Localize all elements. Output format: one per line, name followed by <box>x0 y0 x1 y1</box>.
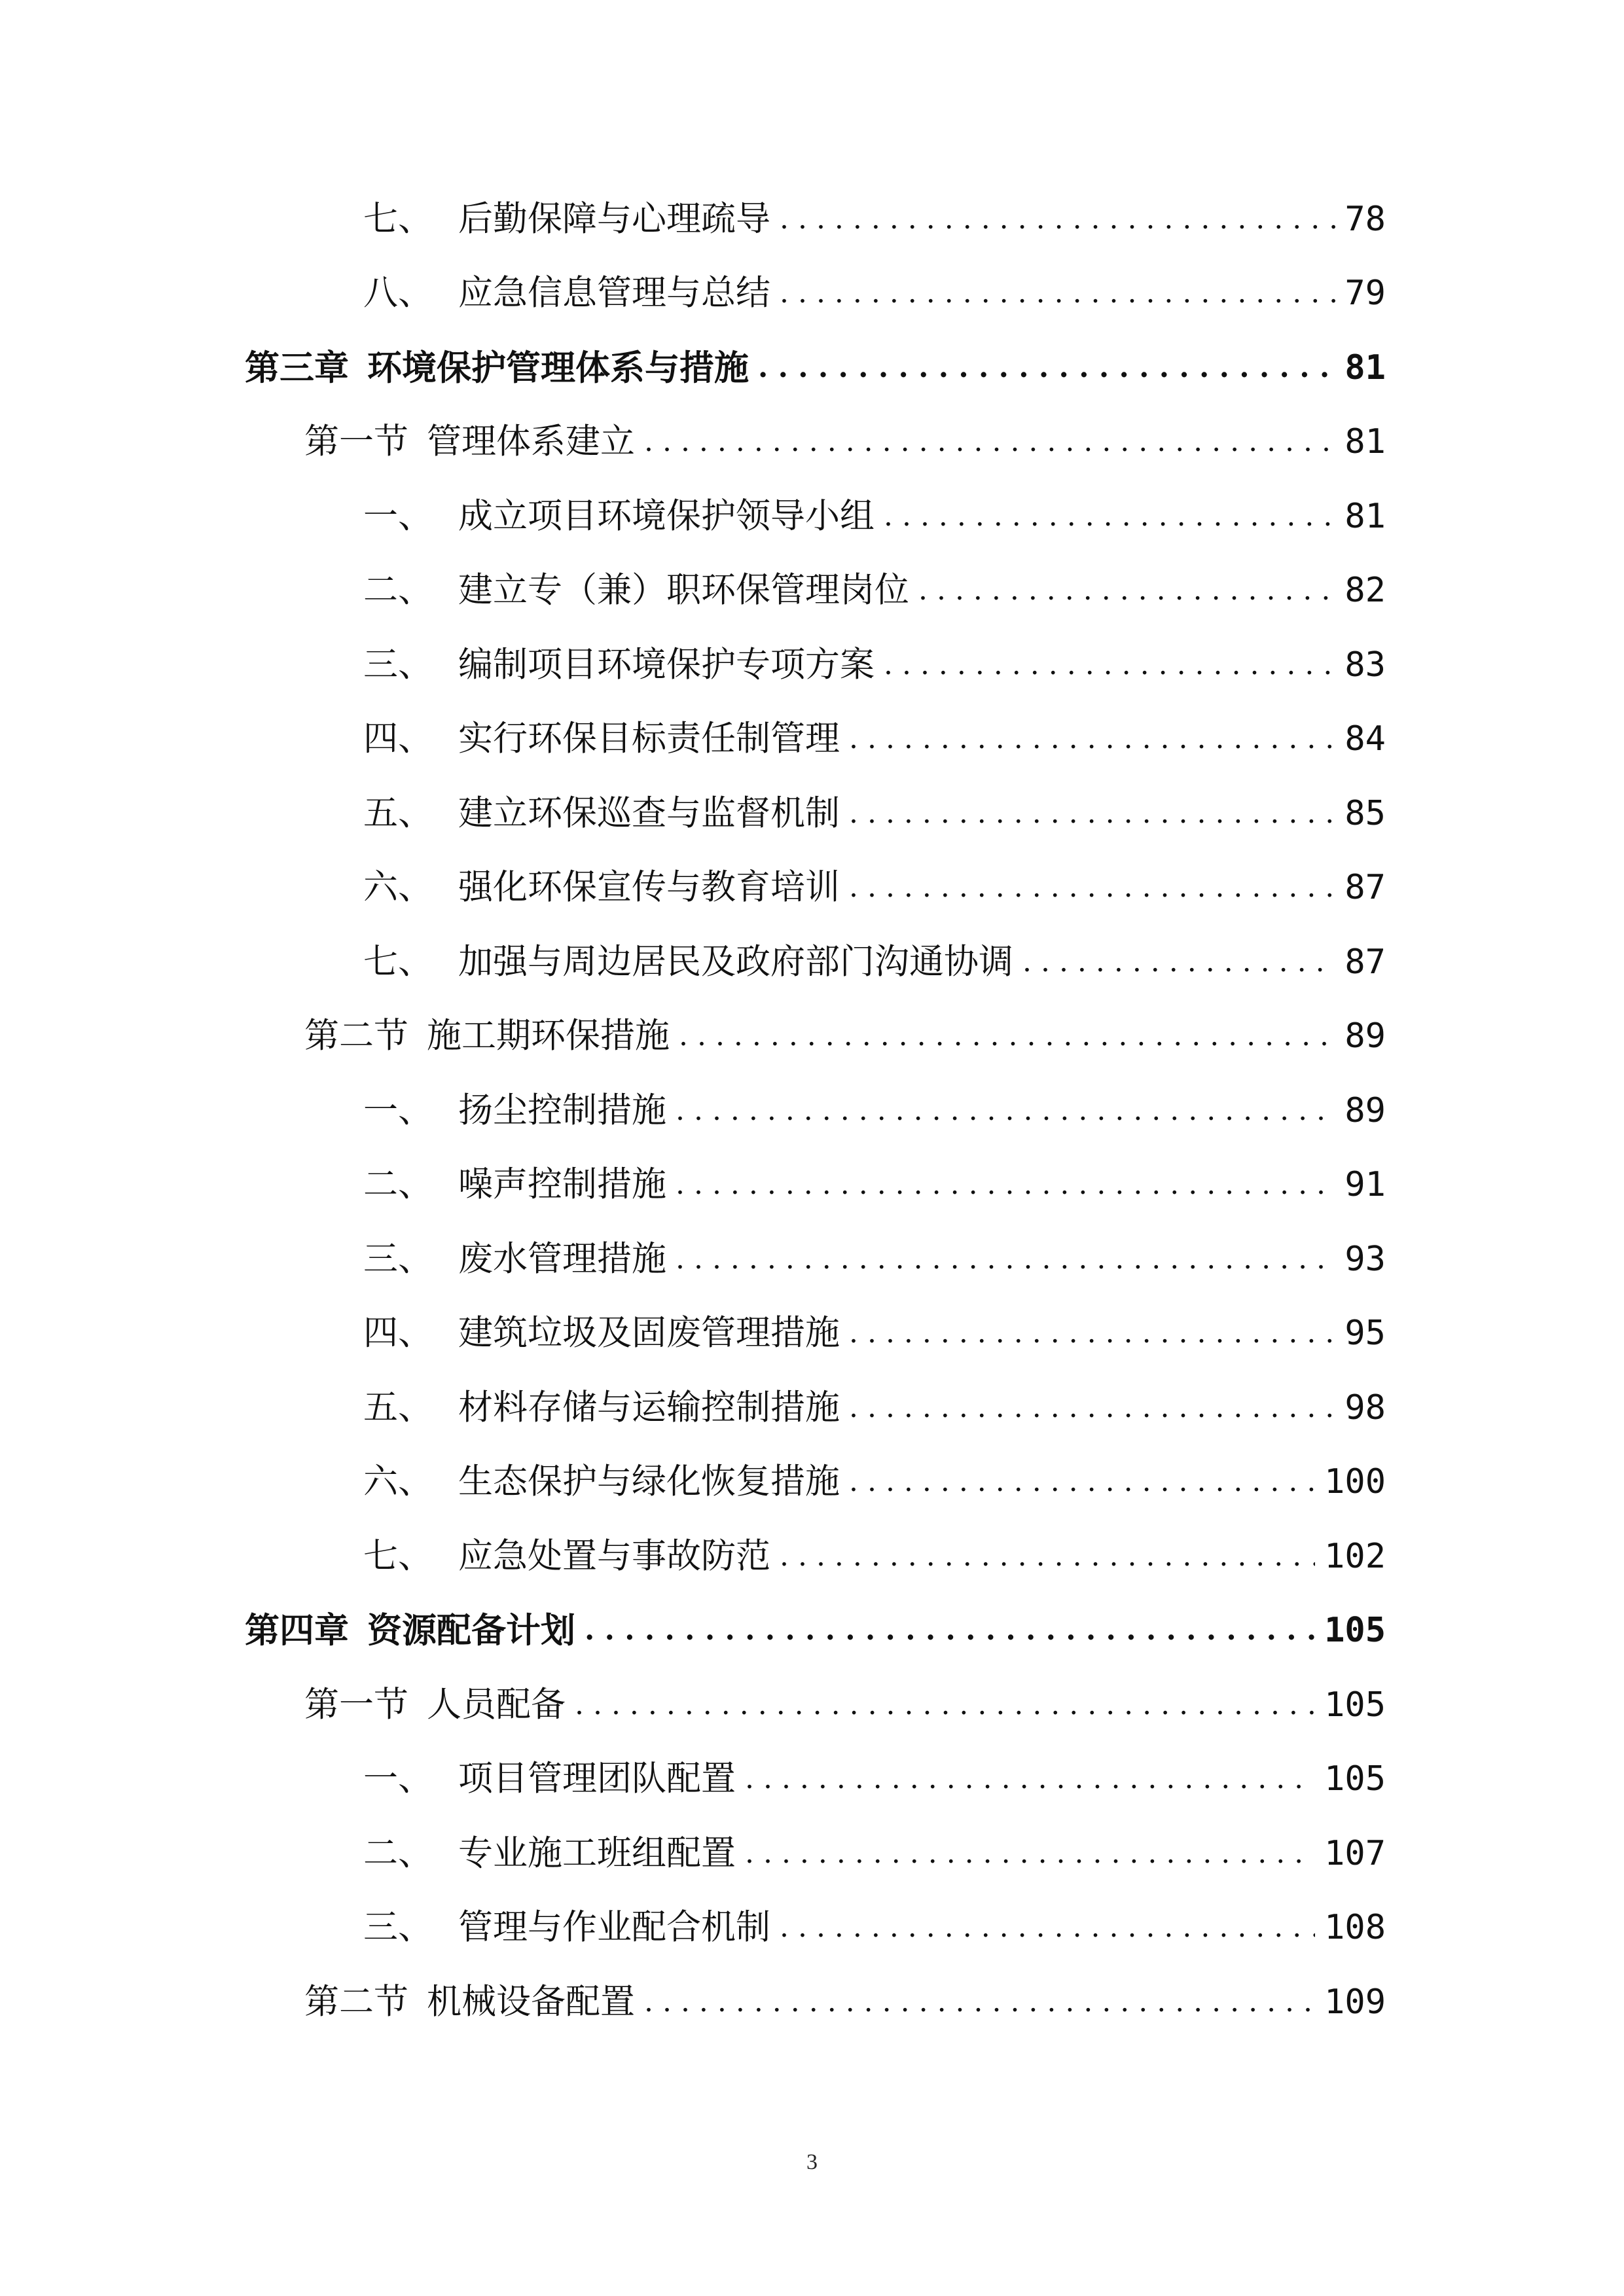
toc-entry-title: 强化环保宣传与教育培训 <box>458 867 840 907</box>
toc-entry[interactable] <box>363 784 1386 843</box>
toc-entry[interactable] <box>363 1452 1386 1511</box>
toc-entry-number: 第一节 <box>304 1685 408 1725</box>
toc-entry-number: 八、 <box>363 273 433 313</box>
toc-entry-page: 83 <box>1344 645 1386 685</box>
toc-entry[interactable] <box>363 1749 1386 1808</box>
toc-entry-page: 82 <box>1344 571 1386 610</box>
toc-entry-title: 建立环保巡查与监督机制 <box>458 793 840 833</box>
toc-entry-title: 人员配备 <box>427 1685 566 1725</box>
toc-leader-dots <box>676 1081 1335 1140</box>
toc-entry-page: 78 <box>1344 200 1386 239</box>
toc-section-entry[interactable] <box>304 1973 1386 2032</box>
toc-entry-page: 105 <box>1324 1759 1386 1799</box>
toc-entry-title: 生态保护与绿化恢复措施 <box>458 1462 840 1501</box>
toc-entry-number: 第四章 <box>245 1610 349 1651</box>
toc-entry-page: 84 <box>1344 719 1386 759</box>
toc-entry-number: 第二节 <box>304 1982 408 2022</box>
toc-entry-page: 107 <box>1324 1834 1386 1873</box>
toc-entry-title: 应急信息管理与总结 <box>458 273 770 313</box>
toc-entry[interactable] <box>363 264 1386 323</box>
toc-entry-page: 87 <box>1344 868 1386 907</box>
toc-entry-page: 87 <box>1344 942 1386 982</box>
toc-section-entry[interactable] <box>304 1676 1386 1734</box>
toc-entry-title: 实行环保目标责任制管理 <box>458 719 840 759</box>
toc-entry-number: 三、 <box>363 645 433 685</box>
toc-entry-title: 资源配备计划 <box>367 1610 575 1651</box>
toc-chapter-entry[interactable] <box>245 1601 1386 1660</box>
toc-entry-title: 建筑垃圾及固废管理措施 <box>458 1313 840 1353</box>
toc-entry-title: 应急处置与事故防范 <box>458 1536 770 1576</box>
toc-entry-number: 四、 <box>363 1313 433 1353</box>
toc-leader-dots <box>849 709 1335 768</box>
toc-entry[interactable] <box>363 1378 1386 1437</box>
toc-entry-page: 108 <box>1324 1908 1386 1947</box>
toc-entry-number: 第一节 <box>304 422 408 461</box>
toc-entry[interactable] <box>363 1155 1386 1214</box>
toc-leader-dots <box>780 264 1335 323</box>
toc-leader-dots <box>644 1973 1315 2032</box>
toc-entry-title: 项目管理团队配置 <box>458 1759 736 1799</box>
toc-entry-page: 98 <box>1344 1388 1386 1427</box>
toc-entry[interactable] <box>363 1081 1386 1140</box>
toc-entry-title: 机械设备配置 <box>427 1982 635 2022</box>
toc-leader-dots <box>676 1155 1335 1214</box>
toc-leader-dots <box>575 1676 1315 1734</box>
toc-leader-dots <box>849 784 1335 843</box>
toc-leader-dots <box>780 190 1335 249</box>
toc-leader-dots <box>679 1007 1335 1066</box>
toc-entry-number: 一、 <box>363 496 433 536</box>
toc-leader-dots <box>884 487 1335 546</box>
toc-leader-dots <box>745 1824 1315 1883</box>
toc-entry[interactable] <box>363 190 1386 249</box>
toc-entry[interactable] <box>363 1230 1386 1289</box>
toc-entry-page: 85 <box>1344 794 1386 833</box>
toc-entry-number: 七、 <box>363 1536 433 1576</box>
toc-entry-number: 一、 <box>363 1759 433 1799</box>
page-number: 3 <box>806 2150 818 2174</box>
toc-entry-number: 五、 <box>363 793 433 833</box>
toc-entry[interactable] <box>363 858 1386 917</box>
toc-entry-page: 79 <box>1344 274 1386 313</box>
toc-entry[interactable] <box>363 1898 1386 1957</box>
toc-entry[interactable] <box>363 1527 1386 1586</box>
toc-entry[interactable] <box>363 636 1386 694</box>
toc-entry-number: 六、 <box>363 867 433 907</box>
toc-leader-dots <box>745 1749 1315 1808</box>
toc-entry-page: 105 <box>1324 1611 1386 1650</box>
toc-entry-page: 81 <box>1344 348 1386 387</box>
toc-entry-page: 91 <box>1344 1165 1386 1204</box>
toc-section-entry[interactable] <box>304 412 1386 471</box>
toc-entry-page: 89 <box>1344 1091 1386 1130</box>
toc-entry-number: 四、 <box>363 719 433 759</box>
toc-entry-title: 环境保护管理体系与措施 <box>367 348 749 388</box>
toc-entry[interactable] <box>363 487 1386 546</box>
toc-entry-number: 七、 <box>363 199 433 239</box>
toc-entry-title: 施工期环保措施 <box>427 1016 670 1056</box>
toc-section-entry[interactable] <box>304 1007 1386 1066</box>
toc-entry[interactable] <box>363 1824 1386 1883</box>
toc-entry-number: 第二节 <box>304 1016 408 1056</box>
toc-entry-page: 109 <box>1324 1982 1386 2022</box>
toc-entry-page: 89 <box>1344 1016 1386 1056</box>
toc-entry-title: 专业施工班组配置 <box>458 1833 736 1873</box>
toc-entry[interactable] <box>363 1304 1386 1363</box>
toc-leader-dots <box>884 636 1335 694</box>
toc-leader-dots <box>676 1230 1335 1289</box>
toc-entry-number: 二、 <box>363 570 433 610</box>
toc-entry-page: 105 <box>1324 1685 1386 1725</box>
toc-leader-dots <box>849 1378 1335 1437</box>
toc-entry-page: 93 <box>1344 1240 1386 1279</box>
toc-entry[interactable] <box>363 933 1386 992</box>
toc-entry-title: 管理体系建立 <box>427 422 635 461</box>
toc-leader-dots <box>644 412 1335 471</box>
toc-leader-dots <box>849 858 1335 917</box>
toc-entry-number: 七、 <box>363 942 433 982</box>
toc-entry-title: 编制项目环境保护专项方案 <box>458 645 875 685</box>
toc-leader-dots <box>758 338 1335 397</box>
toc-leader-dots <box>780 1527 1315 1586</box>
toc-entry-title: 扬尘控制措施 <box>458 1090 666 1130</box>
toc-leader-dots <box>585 1601 1315 1660</box>
toc-entry-page: 102 <box>1324 1537 1386 1576</box>
toc-entry[interactable] <box>363 709 1386 768</box>
toc-entry-number: 二、 <box>363 1164 433 1204</box>
toc-chapter-entry[interactable] <box>245 338 1386 397</box>
toc-entry-title: 废水管理措施 <box>458 1239 666 1279</box>
toc-entry-title: 管理与作业配合机制 <box>458 1907 770 1947</box>
toc-entry-number: 六、 <box>363 1462 433 1501</box>
toc-entry-number: 二、 <box>363 1833 433 1873</box>
toc-entry-page: 100 <box>1324 1462 1386 1501</box>
toc-entry-page: 81 <box>1344 422 1386 461</box>
toc-leader-dots <box>780 1898 1315 1957</box>
toc-leader-dots <box>849 1452 1315 1511</box>
toc-leader-dots <box>918 561 1335 620</box>
toc-entry-title: 建立专（兼）职环保管理岗位 <box>458 570 909 610</box>
toc-entry-number: 五、 <box>363 1388 433 1427</box>
toc-entry-title: 噪声控制措施 <box>458 1164 666 1204</box>
toc-entry-title: 材料存储与运输控制措施 <box>458 1388 840 1427</box>
toc-entry-title: 成立项目环境保护领导小组 <box>458 496 875 536</box>
toc-entry-title: 后勤保障与心理疏导 <box>458 199 770 239</box>
toc-entry-page: 81 <box>1344 497 1386 536</box>
toc-entry-number: 一、 <box>363 1090 433 1130</box>
toc-entry-title: 加强与周边居民及政府部门沟通协调 <box>458 942 1013 982</box>
toc-entry[interactable] <box>363 561 1386 620</box>
toc-leader-dots <box>1022 933 1335 992</box>
toc-leader-dots <box>849 1304 1335 1363</box>
toc-entry-number: 第三章 <box>245 348 349 388</box>
toc-entry-number: 三、 <box>363 1239 433 1279</box>
toc-entry-number: 三、 <box>363 1907 433 1947</box>
toc-entry-page: 95 <box>1344 1314 1386 1353</box>
